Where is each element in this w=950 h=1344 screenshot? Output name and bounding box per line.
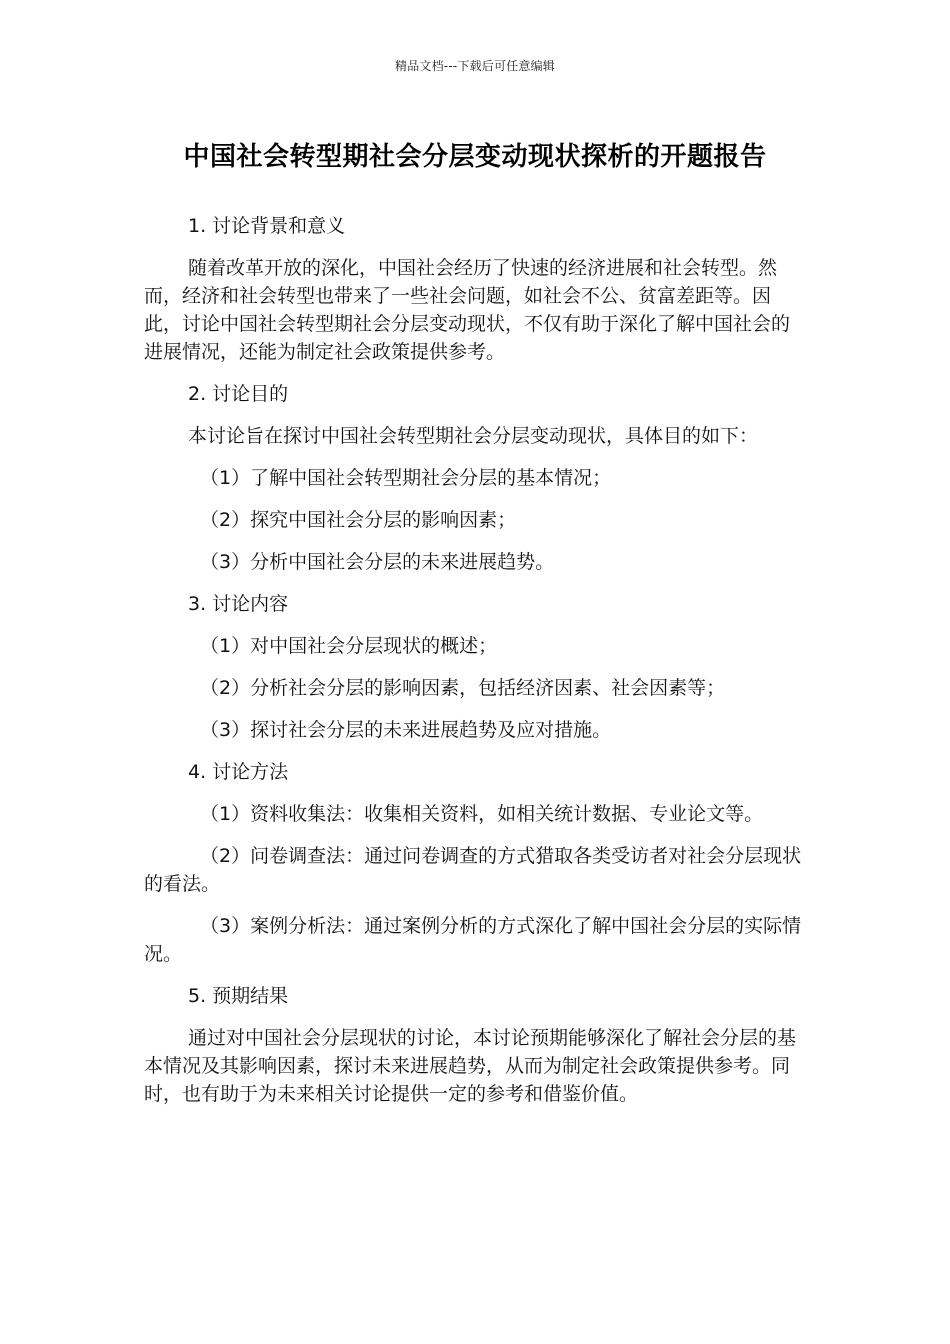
section-4-item: （1）资料收集法：收集相关资料，如相关统计数据、专业论文等。 <box>200 803 764 825</box>
section-3-heading: 3. 讨论内容 <box>188 593 289 615</box>
document-body <box>144 212 808 1122</box>
page-header-note: 精品文档---下载后可任意编辑 <box>395 59 555 73</box>
section-2-item: （2）探究中国社会分层的影响因素； <box>200 509 517 531</box>
section-3-item: （1）对中国社会分层现状的概述； <box>200 635 498 657</box>
section-5-paragraph: 通过对中国社会分层现状的讨论，本讨论预期能够深化了解社会分层的基本情况及其影响因素，探讨未来进展趋势，从而为制定社会政策提供参考。同时，也有助于为未来相关讨论提供一定的参考和借鉴价值。 <box>144 1027 797 1105</box>
section-3-item: （2）分析社会分层的影响因素，包括经济因素、社会因素等； <box>200 677 726 699</box>
section-4-item: （3）案例分析法：通过案例分析的方式深化了解中国社会分层的实际情况。 <box>144 915 802 965</box>
section-3-item: （3）探讨社会分层的未来进展趋势及应对措施。 <box>200 719 612 741</box>
section-2-heading: 2. 讨论目的 <box>188 383 289 405</box>
document-title: 中国社会转型期社会分层变动现状探析的开题报告 <box>183 142 767 172</box>
section-4-item: （2）问卷调查法：通过问卷调查的方式猎取各类受访者对社会分层现状的看法。 <box>144 845 802 895</box>
section-2-paragraph: 本讨论旨在探讨中国社会转型期社会分层变动现状，具体目的如下： <box>188 425 759 447</box>
section-1-paragraph: 随着改革开放的深化，中国社会经历了快速的经济进展和社会转型。然而，经济和社会转型也带来了一些社会问题，如社会不公、贫富差距等。因此，讨论中国社会转型期社会分层变动现状，不仅有助于深化了解中国社会的进展情况，还能为制定社会政策提供参考。 <box>144 257 791 363</box>
section-5-heading: 5. 预期结果 <box>188 985 289 1007</box>
section-1-heading: 1. 讨论背景和意义 <box>188 215 346 237</box>
section-2-item: （3）分析中国社会分层的未来进展趋势。 <box>200 551 555 573</box>
section-2-item: （1）了解中国社会转型期社会分层的基本情况； <box>200 467 612 489</box>
section-4-heading: 4. 讨论方法 <box>188 761 289 783</box>
